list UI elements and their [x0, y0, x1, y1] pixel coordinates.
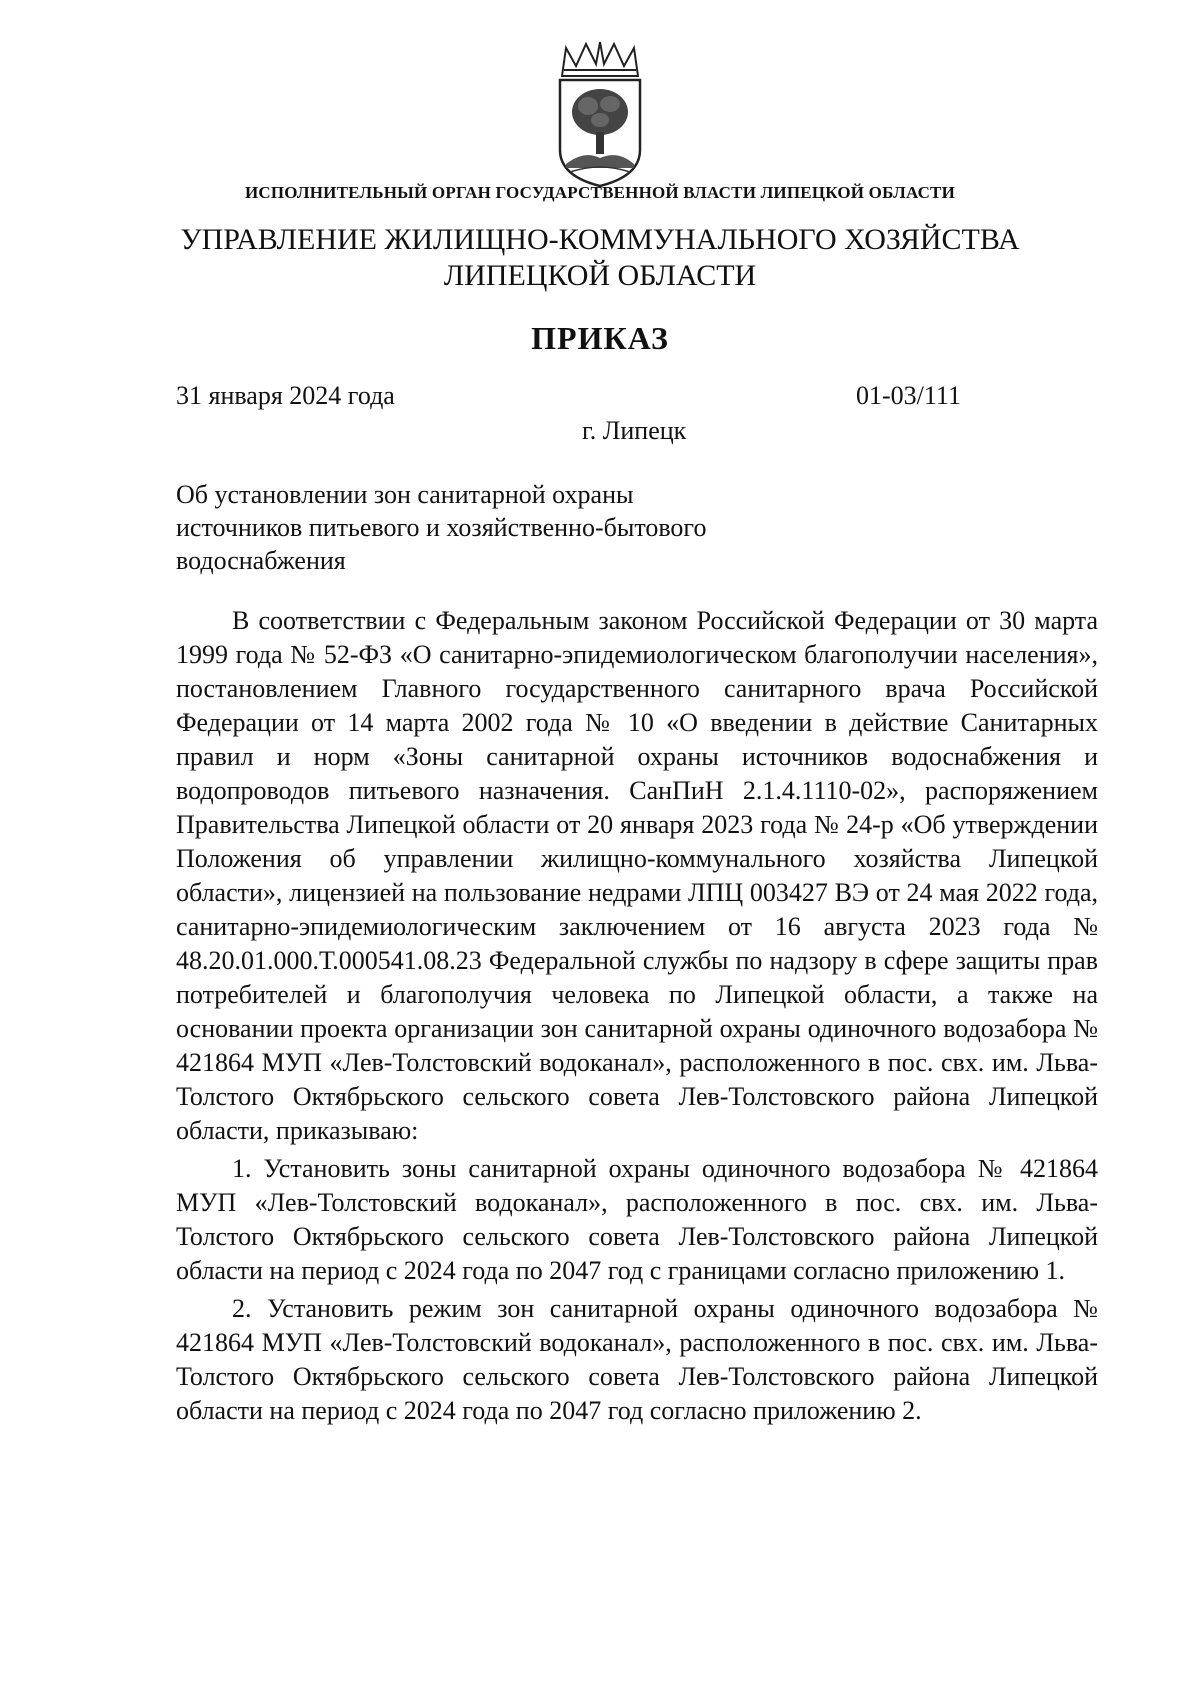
subject-line2: источников питьевого и хозяйственно-бытового — [176, 513, 707, 542]
department-name-line1: УПРАВЛЕНИЕ ЖИЛИЩНО-КОММУНАЛЬНОГО ХОЗЯЙСТВА — [180, 223, 1020, 256]
order-item-2: 2. Установить режим зон санитарной охраны одиночного водозабора № 421864 МУП «Лев-Толстовский водоканал», расположенного в пос. свх. им. Льва-Толстого Октябрьского сельского совета Лев-Толстовского района Липецкой области на период с 2024 года по 2047 год согласно приложению 2. — [176, 1294, 1098, 1425]
document-date: 31 января 2024 года — [176, 381, 395, 410]
department-name — [0, 222, 1200, 294]
subject-line1: Об установлении зон санитарной охраны — [176, 480, 634, 509]
authority-name: ИСПОЛНИТЕЛЬНЫЙ ОРГАН ГОСУДАРСТВЕННОЙ ВЛАСТИ ЛИПЕЦКОЙ ОБЛАСТИ — [244, 183, 956, 202]
document-body — [176, 604, 1098, 1428]
document-number: 01-03/111 — [856, 381, 961, 410]
subject-line3: водоснабжения — [176, 546, 346, 575]
order-item-1: 1. Установить зоны санитарной охраны одиночного водозабора № 421864 МУП «Лев-Толстовский водоканал», расположенного в пос. свх. им. Льва-Толстого Октябрьского сельского совета Лев-Толстовского района Липецкой области на период с 2024 года по 2047 год с границами согласно приложению 1. — [176, 1154, 1098, 1285]
document-type: ПРИКАЗ — [531, 320, 669, 356]
lipetsk-coat-of-arms-icon — [540, 40, 660, 190]
document-subject — [176, 478, 796, 577]
department-name-line2: ЛИПЕЦКОЙ ОБЛАСТИ — [443, 259, 757, 292]
document-city: г. Липецк — [582, 416, 687, 445]
preamble-paragraph: В соответствии с Федеральным законом Российской Федерации от 30 марта 1999 года № 52-ФЗ «О санитарно-эпидемиологическом благополучии населения», постановлением Главного государственного санитарного врача Российской Федерации от 14 марта 2002 года № 10 «О введении в действие Санитарных правил и норм «Зоны санитарной охраны источников водоснабжения и водопроводов питьевого назначения. СанПиН 2.1.4.1110-02», распоряжением Правительства Липецкой области от 20 января 2023 года № 24-р «Об утверждении Положения об управлении жилищно-коммунального хозяйства Липецкой области», лицензией на пользование недрами ЛПЦ 003427 ВЭ от 24 мая 2022 года, санитарно-эпидемиологическим заключением от 16 августа 2023 года № 48.20.01.000.Т.000541.08.23 Федеральной службы по надзору в сфере защиты прав потребителей и благополучия человека по Липецкой области, а также на основании проекта организации зон санитарной охраны одиночного водозабора № 421864 МУП «Лев-Толстовский водоканал», расположенного в пос. свх. им. Льва-Толстого Октябрьского сельского совета Лев-Толстовского района Липецкой области, приказываю: — [176, 606, 1098, 1145]
